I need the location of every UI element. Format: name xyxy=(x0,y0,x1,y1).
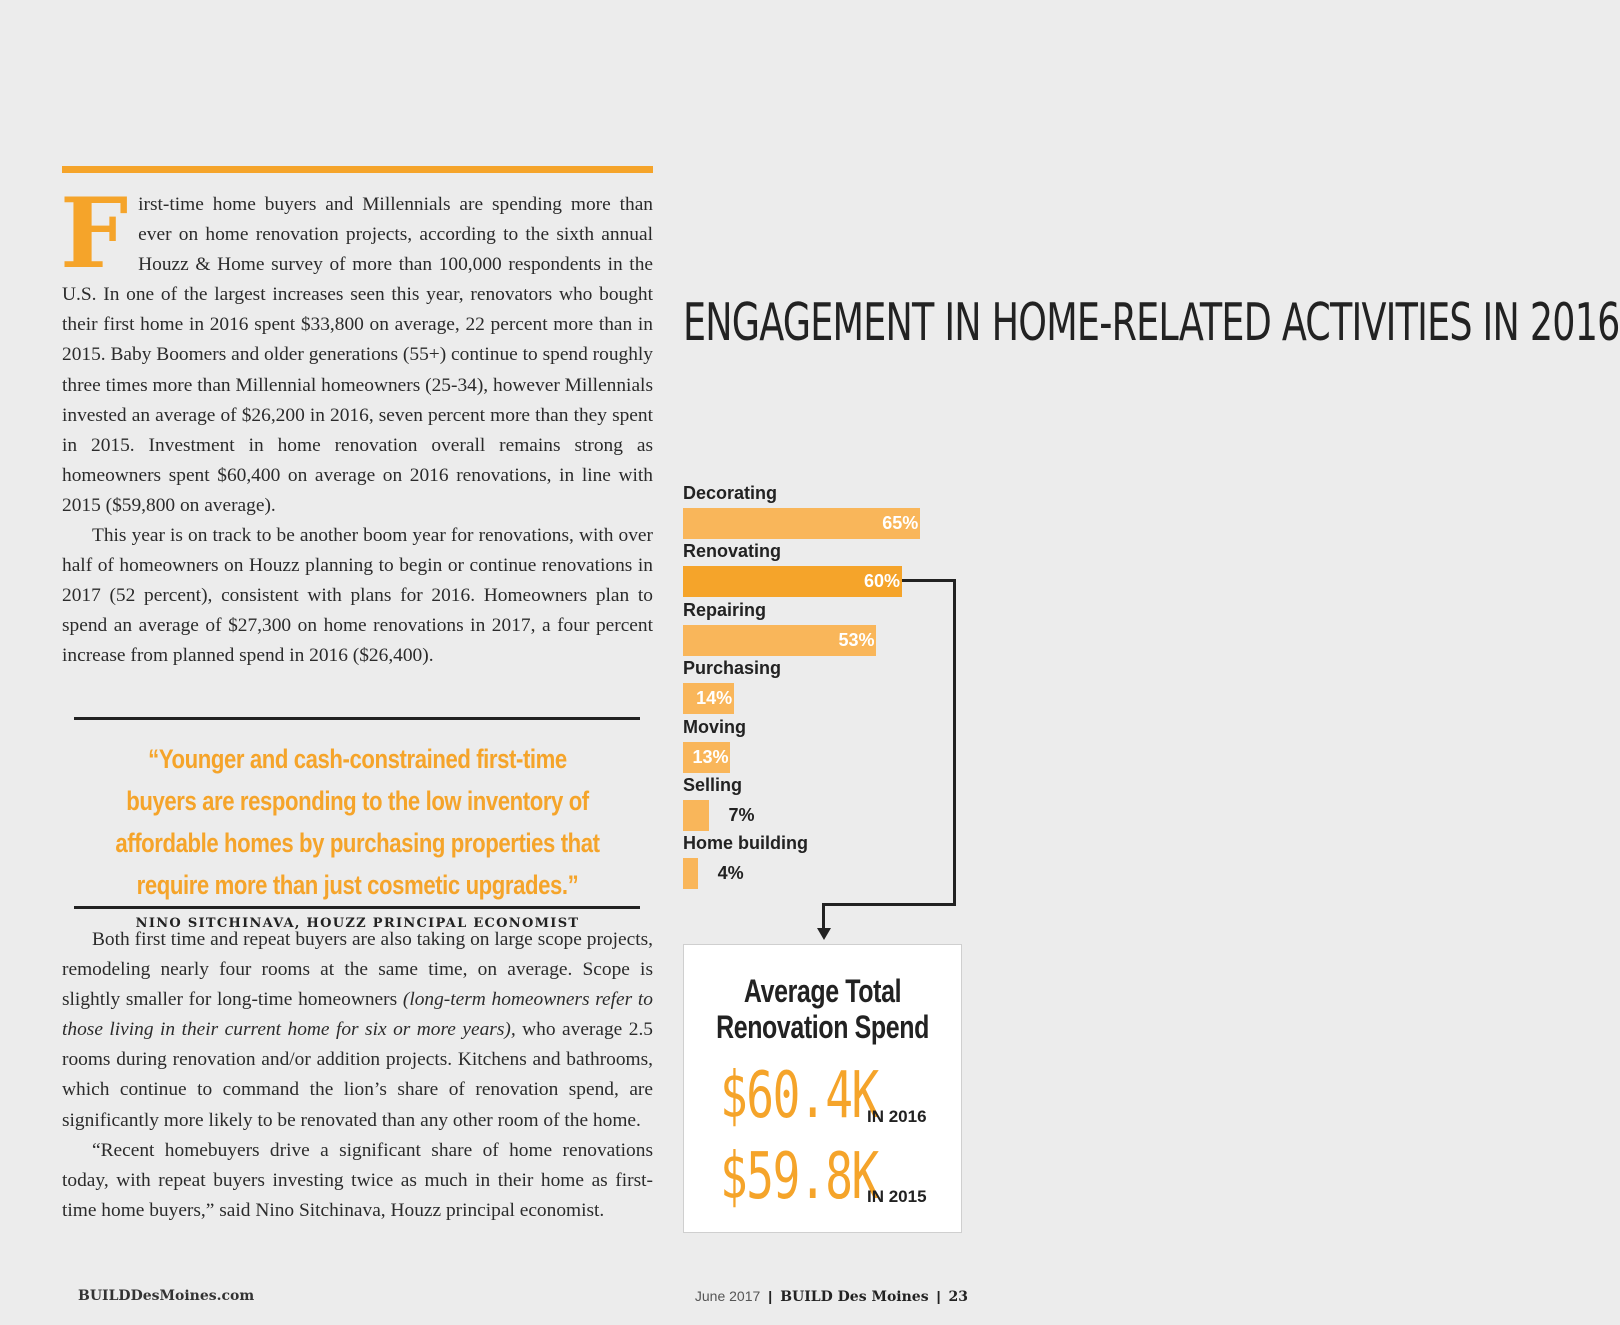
bar-value-decorating: 65% xyxy=(882,513,919,533)
footer-date: June 2017 xyxy=(694,1288,761,1304)
article-body-bottom xyxy=(62,925,653,1226)
pullquote-bottom-rule xyxy=(74,906,640,909)
spend-title-line-2: Renovation Spend xyxy=(716,1009,929,1045)
pullquote-text: “Younger and cash-constrained first-time buyers are responding to the low inventory of affordable homes by purchasing properties that require more than just cosmetic upgrades.” xyxy=(115,744,600,900)
bar-selling xyxy=(683,800,709,831)
paragraph-2: This year is on track to be another boom year for renovations, with over half of homeowners on Houzz planning to begin or continue renovations in 2017 (52 percent), consistent with plans for 2016. Homeowners plan to spend an average of $27,300 on home renovations in 2017, a four percent increase from planned spend in 2016 ($26,400). xyxy=(62,525,653,667)
paragraph-3-start: Both first time and repeat buyers are also taking on large scope projects, remodeling nearly four rooms at the same time, on average. Scope is slightly smaller for long-time homeowners xyxy=(62,929,653,1011)
amount-2015: $59.8K xyxy=(720,1140,878,1214)
paragraph-4: “Recent homebuyers drive a significant share of home renovations today, with repeat buyers investing twice as much in their home as first-time home buyers,” said Nino Sitchinava, Houzz principal economist. xyxy=(62,1139,653,1221)
bar-label-repairing: Repairing xyxy=(683,599,767,620)
bar-label-selling: Selling xyxy=(683,775,743,795)
bar-label-home-building: Home building xyxy=(683,833,808,854)
spend-title-line-1: Average Total xyxy=(743,973,902,1009)
connector-line-top xyxy=(902,579,956,582)
article-body-top xyxy=(60,177,653,672)
chart-title-text: ENGAGEMENT IN HOME-RELATED ACTIVITIES IN 2016 xyxy=(683,293,1620,353)
year-2015-label: IN 2015 xyxy=(867,1187,927,1206)
down-arrow-icon xyxy=(817,928,831,940)
bar-home-building xyxy=(683,858,698,889)
pullquote xyxy=(62,738,653,931)
chart-title xyxy=(683,293,1620,353)
footer-page-number: 23 xyxy=(948,1289,968,1305)
spend-title xyxy=(714,973,930,1045)
footer-publication: BUILD Des Moines xyxy=(780,1289,929,1305)
paragraph-3 xyxy=(62,925,653,1136)
bar-value-repairing: 53% xyxy=(838,629,875,650)
footer-site: BUILDDesMoines.com xyxy=(78,1288,255,1304)
pullquote-attribution: NINO SITCHINAVA, HOUZZ PRINCIPAL ECONOMIST xyxy=(135,916,580,931)
bar-value-selling: 7% xyxy=(728,805,755,825)
paragraph-1 xyxy=(60,177,653,521)
paragraph-3-italic: (long-term homeowners refer to those living in their current home for six or more years), xyxy=(62,989,653,1041)
dropcap: F xyxy=(60,177,129,290)
bar-value-renovating: 60% xyxy=(864,571,901,592)
amount-2016: $60.4K xyxy=(720,1059,878,1133)
bar-label-decorating: Decorating xyxy=(683,483,778,503)
bar-value-home-building: 4% xyxy=(717,863,744,884)
top-accent-rule xyxy=(62,166,653,173)
connector-line-bottom xyxy=(822,903,956,906)
year-2016-label: IN 2016 xyxy=(867,1107,927,1126)
connector-line-right xyxy=(953,579,956,906)
paragraph-1-text: irst-time home buyers and Millennials are spending more than ever on home renovation projects, according to the sixth annual Houzz & Home survey of more than 100,000 respondents in the U.S. In one of the largest increases seen this year, renovators who bought their first home in 2016 spent $33,800 on average, 22 percent more than in 2015. Baby Boomers and older generations (55+) continue to spend roughly three times more than Millennial homeowners (25-34), however Millennials invested an average of $26,200 in 2016, seven percent more than they spent in 2015. Investment in home renovation overall remains strong as homeowners spent $60,400 on average on 2016 renovations, in line with 2015 ($59,800 on average). xyxy=(62,194,653,516)
bar-value-purchasing: 14% xyxy=(696,688,733,709)
footer-folio: June 2017 | BUILD Des Moines | 23 xyxy=(694,1288,968,1305)
paragraph-3-end: who average 2.5 rooms during renovation and/or addition projects. Kitchens and bathrooms, which continue to command the lion’s share of renovation spend, are significantly more likely to be renovated than any other room of the home. xyxy=(62,1019,653,1131)
bar-label-purchasing: Purchasing xyxy=(683,658,782,679)
bar-label-moving: Moving xyxy=(683,716,746,737)
connector-line-down xyxy=(822,903,825,930)
bar-label-renovating: Renovating xyxy=(683,541,782,562)
bar-value-moving: 13% xyxy=(692,746,729,767)
pullquote-top-rule xyxy=(74,717,640,720)
average-spend-box xyxy=(683,944,962,1233)
